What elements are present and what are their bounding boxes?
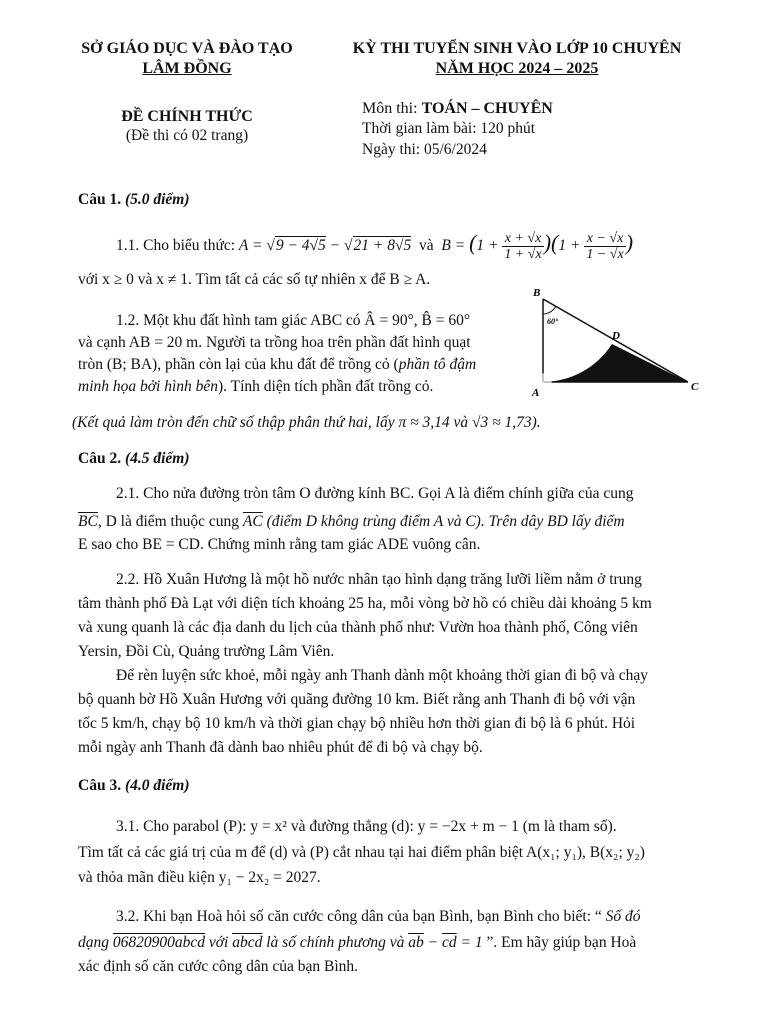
q2-points: (4.5 điểm) xyxy=(124,450,190,467)
equals-one: = 1 xyxy=(456,934,483,951)
q3-2-line1 xyxy=(116,907,641,928)
form-word: dạng xyxy=(78,934,113,951)
point-d-label: D xyxy=(612,330,620,342)
q2-1-line3: E sao cho BE = CD. Chứng minh rằng tam giác ADE vuông cân. xyxy=(78,536,481,553)
minus-sign: − xyxy=(423,934,442,951)
q3-1-line3: và thỏa mãn điều kiện y₁ − 2x₂ = 2027. xyxy=(78,869,321,886)
official-label: ĐỀ CHÍNH THỨC xyxy=(121,108,253,125)
id-number-form: 06820900abcd xyxy=(112,934,206,951)
date-line: Ngày thi: 05/6/2024 xyxy=(362,141,487,158)
school-year xyxy=(322,58,712,80)
q1-1-intro: 1.1. Cho biểu thức: xyxy=(116,237,239,254)
condition-text: là số chính phương và xyxy=(262,934,409,951)
q2-heading xyxy=(78,449,190,470)
vertex-a-label: A xyxy=(532,387,540,399)
abcd-number: abcd xyxy=(232,934,263,951)
vertex-b-label: B xyxy=(533,287,541,299)
ab-number: $\overline{ab}$ xyxy=(408,934,424,951)
q2-2-line8: mỗi ngày anh Thanh đã dành bao nhiêu phút để đi bộ và chạy bộ. xyxy=(78,739,483,756)
q3-1-line1: 3.1. Cho parabol (P): y = x² và đường thẳng (d): y = −2x + m − 1 (m là tham số). xyxy=(116,818,617,835)
q3-2-line2 xyxy=(78,933,636,954)
q1-1-condition: với x ≥ 0 và x ≠ 1. Tìm tất cả các số tự nhiên x để B ≥ A. xyxy=(78,271,431,288)
expression-a: A = √9 − 4√5 − √21 + 8√5 xyxy=(238,237,412,254)
q3-2-italic: Số đó xyxy=(605,908,641,925)
q3-title: Câu 3. xyxy=(78,777,125,794)
subject-label: Môn thi: xyxy=(362,100,422,117)
q3-2-text: 3.2. Khi bạn Hoà hỏi số căn cước công dân của bạn Bình, bạn Bình cho biết: “ xyxy=(116,908,606,925)
q1-1-expression xyxy=(116,228,633,262)
q3-1-line2: Tìm tất cả các giá trị của m để (d) và (P) cắt nhau tại hai điểm phân biệt A(x₁; y₁), B(x₂; y₂) xyxy=(78,844,645,861)
exam-title: KỲ THI TUYỂN SINH VÀO LỚP 10 CHUYÊN xyxy=(352,40,682,57)
q2-2-line6: bộ quanh bờ Hồ Xuân Hương với quãng đường 10 km. Biết rằng anh Thanh đi bộ với vận xyxy=(78,691,636,708)
q1-title: Câu 1. xyxy=(78,191,125,208)
angle-arc xyxy=(543,306,556,314)
q1-2-line4 xyxy=(78,377,528,398)
time-line: Thời gian làm bài: 120 phút xyxy=(362,120,536,137)
triangle-figure xyxy=(528,284,708,400)
q1-heading xyxy=(78,190,190,211)
q2-1-line1: 2.1. Cho nửa đường tròn tâm O đường kính BC. Gọi A là điểm chính giữa của cung xyxy=(116,485,634,502)
q1-2-line1: 1.2. Một khu đất hình tam giác ABC có Â = 90°, B̂ = 60° xyxy=(116,312,471,329)
q2-2-line4: Yersin, Đồi Cù, Quảng trường Lâm Viên. xyxy=(78,643,335,660)
q1-2-text-2: ). Tính diện tích phần đất trồng cỏ. xyxy=(218,378,434,395)
q1-2-text: tròn (B; BA), phần còn lại của khu đất để trồng cỏ ( xyxy=(78,356,399,373)
vertex-c-label: C xyxy=(691,381,699,393)
q1-2-italic-2: minh họa bởi hình bên xyxy=(78,378,219,395)
q1-2-italic: phần tô đậm xyxy=(398,356,477,373)
shaded-region xyxy=(543,344,688,382)
province-name xyxy=(62,58,312,80)
arc-ac: $\overline{AC}$ xyxy=(242,513,263,530)
with-word: với xyxy=(205,934,233,951)
q2-1-line2 xyxy=(78,512,625,533)
q2-2-line3: và xung quanh là các địa danh du lịch của thành phố như: Vườn hoa thành phố, Công viên xyxy=(78,619,638,636)
and-word: và xyxy=(418,237,434,254)
q2-2-line2: tâm thành phố Đà Lạt với diện tích khoảng 25 ha, mỗi vòng bờ hồ có chiều dài khoảng 5 km xyxy=(78,595,652,612)
q3-2-tail: ”. Em hãy giúp bạn Hoà xyxy=(482,934,637,951)
q2-2-line7: tốc 5 km/h, chạy bộ 10 km/h và thời gian chạy bộ nhiều hơn thời gian đi bộ là 6 phút. Hỏi xyxy=(78,715,636,732)
subject-name: TOÁN – CHUYÊN xyxy=(421,100,553,117)
school-year-label: NĂM HỌC 2024 – 2025 xyxy=(435,60,599,77)
expression-b: B = (1 + $\frac{x + √x}{1 + √x}$ )(1 + $\frac{x - √x}{1 - √x}$ ) xyxy=(441,230,634,262)
pages-note: (Đề thi có 02 trang) xyxy=(125,127,249,144)
q2-1-text: , D là điểm thuộc cung xyxy=(97,513,243,530)
q2-title: Câu 2. xyxy=(78,450,125,467)
q1-points: (5.0 điểm) xyxy=(124,191,190,208)
q1-2-line3 xyxy=(78,355,528,376)
cd-number: $\overline{cd}$ xyxy=(441,934,457,951)
angle-label: 60° xyxy=(547,317,559,326)
subject-line xyxy=(362,98,553,120)
q3-points: (4.0 điểm) xyxy=(124,777,190,794)
q2-1-italic: (điểm D không trùng điểm A và C). Trên dây BD lấy điểm xyxy=(262,513,625,530)
q2-2-line5: Để rèn luyện sức khoẻ, mỗi ngày anh Thanh dành một khoảng thời gian đi bộ và chạy xyxy=(116,667,648,684)
q1-2-line2: và cạnh AB = 20 m. Người ta trồng hoa trên phần đất hình quạt xyxy=(78,334,471,351)
q3-heading xyxy=(78,776,190,797)
right-angle-mark xyxy=(543,374,551,382)
province-label: LÂM ĐỒNG xyxy=(142,60,232,77)
q3-2-line3: xác định số căn cước công dân của bạn Bình. xyxy=(78,958,359,975)
arc-bc: $\overline{BC}$ xyxy=(78,513,98,530)
department-name: SỞ GIÁO DỤC VÀ ĐÀO TẠO xyxy=(81,40,293,57)
q2-2-line1: 2.2. Hồ Xuân Hương là một hồ nước nhân tạo hình dạng trăng lưỡi liềm nằm ở trung xyxy=(116,571,642,588)
q1-2-note: (Kết quả làm tròn đến chữ số thập phân thứ hai, lấy π ≈ 3,14 và √3 ≈ 1,73). xyxy=(72,414,541,431)
